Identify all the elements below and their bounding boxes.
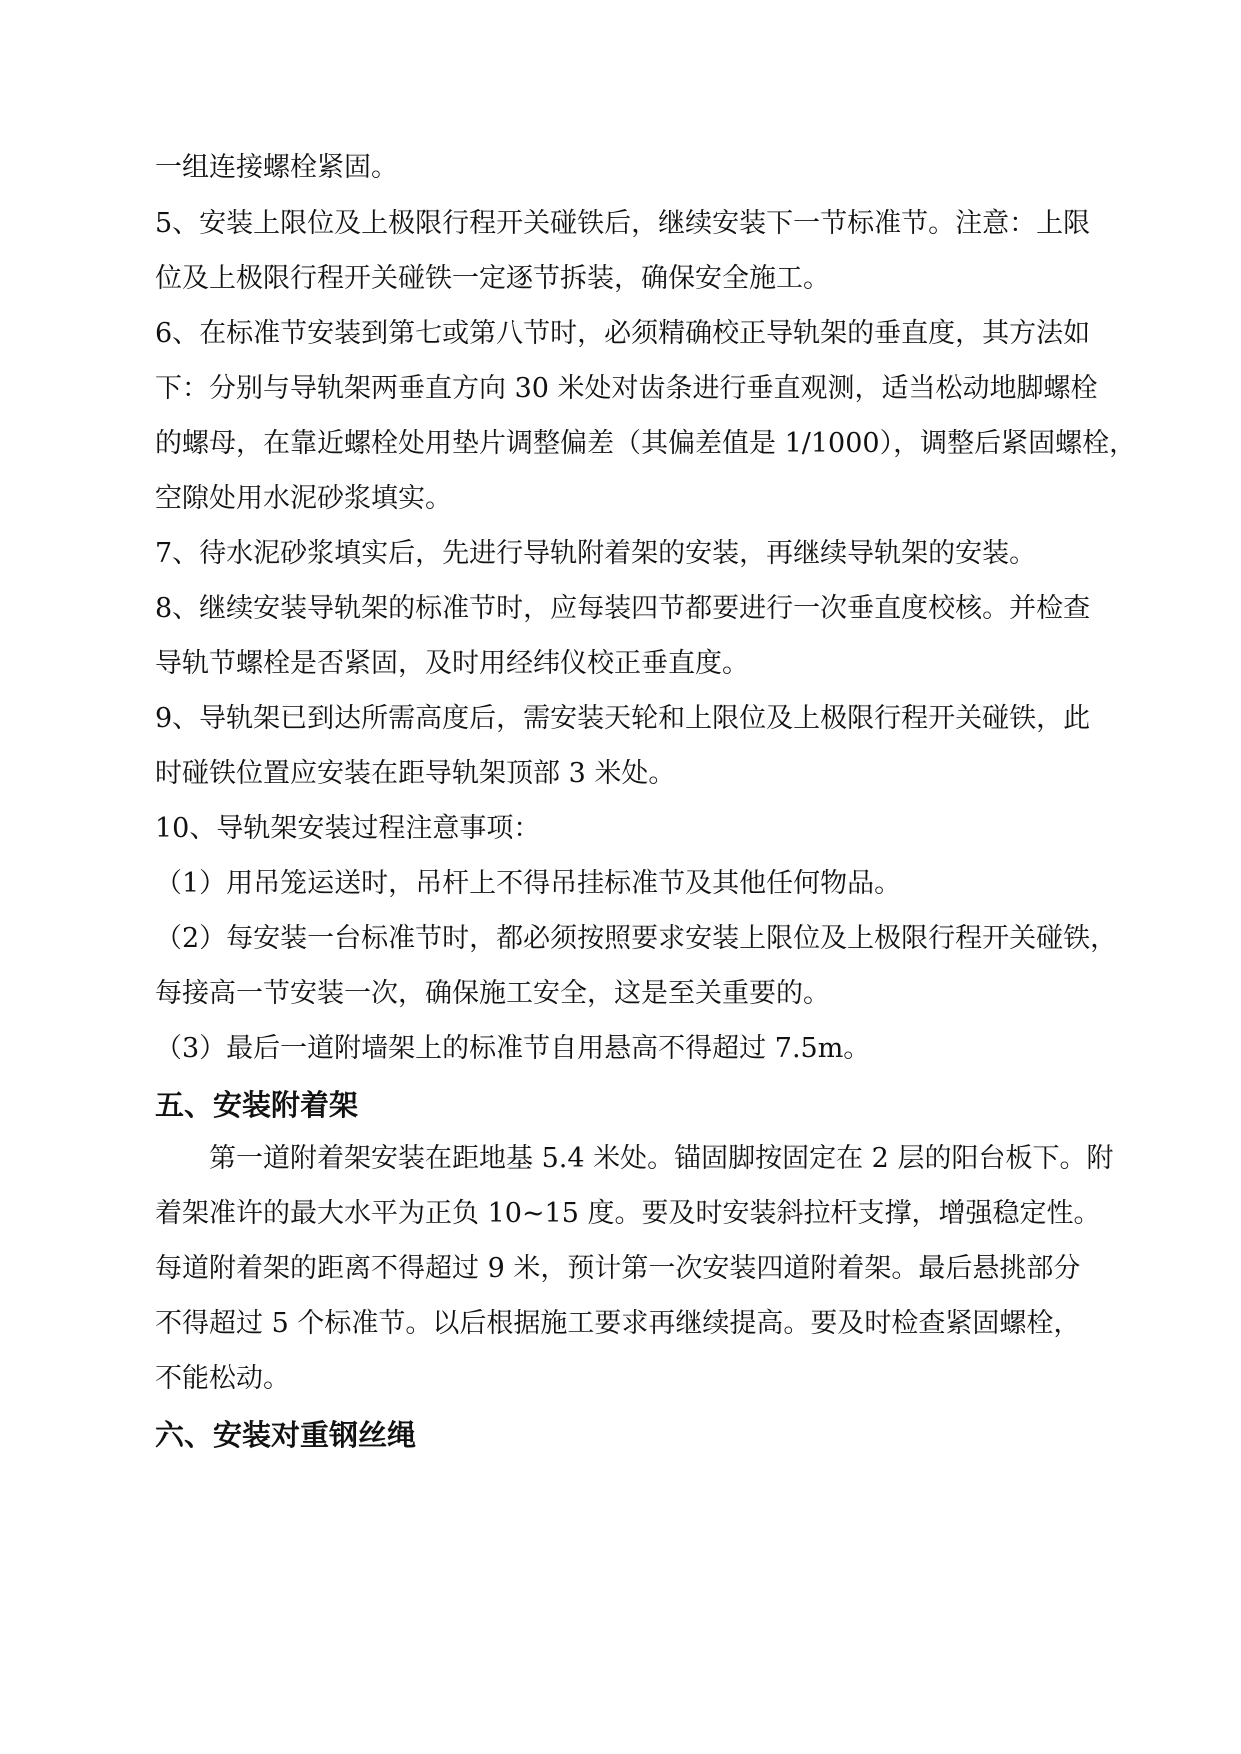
text-line: 每接高一节安装一次，确保施工安全，这是至关重要的。: [155, 978, 830, 1009]
text-line: （1）用吊笼运送时，吊杆上不得吊挂标准节及其他任何物品。: [155, 868, 902, 899]
text-line: 的螺母，在靠近螺栓处用垫片调整偏差（其偏差值是 1/1000），调整后紧固螺栓，: [155, 428, 1137, 459]
text-line: 9、导轨架已到达所需高度后，需安装天轮和上限位及上极限行程开关碰铁，此: [155, 703, 1091, 734]
section-heading: 五、安装附着架: [155, 1088, 359, 1122]
text-line: 6、在标准节安装到第七或第八节时，必须精确校正导轨架的垂直度，其方法如: [155, 318, 1091, 349]
text-line: 不得超过 5 个标准节。以后根据施工要求再继续提高。要及时检查紧固螺栓，: [155, 1308, 1081, 1339]
text-line: 导轨节螺栓是否紧固，及时用经纬仪校正垂直度。: [155, 648, 749, 679]
text-line: 位及上极限行程开关碰铁一定逐节拆装，确保安全施工。: [155, 263, 830, 294]
text-line: 5、安装上限位及上极限行程开关碰铁后，继续安装下一节标准节。注意：上限: [155, 208, 1091, 239]
text-line: 一组连接螺栓紧固。: [155, 152, 398, 183]
text-line: （3）最后一道附墙架上的标准节自用悬高不得超过 7.5m。: [155, 1033, 871, 1064]
section-heading: 六、安装对重钢丝绳: [155, 1418, 417, 1452]
text-line: 下：分别与导轨架两垂直方向 30 米处对齿条进行垂直观测，适当松动地脚螺栓: [155, 373, 1098, 404]
text-line: 时碰铁位置应安装在距导轨架顶部 3 米处。: [155, 758, 676, 789]
text-line: 每道附着架的距离不得超过 9 米，预计第一次安装四道附着架。最后悬挑部分: [155, 1253, 1081, 1284]
text-line: 空隙处用水泥砂浆填实。: [155, 483, 452, 514]
text-line: 8、继续安装导轨架的标准节时，应每装四节都要进行一次垂直度校核。并检查: [155, 593, 1091, 624]
text-line: 不能松动。: [155, 1363, 290, 1394]
text-line: 着架准许的最大水平为正负 10~15 度。要及时安装斜拉杆支撑，增强稳定性。: [155, 1198, 1101, 1229]
text-line: 第一道附着架安装在距地基 5.4 米处。锚固脚按固定在 2 层的阳台板下。附: [155, 1143, 1114, 1174]
text-line: 10、导轨架安装过程注意事项：: [155, 813, 541, 844]
text-line: 7、待水泥砂浆填实后，先进行导轨附着架的安装，再继续导轨架的安装。: [155, 538, 1037, 569]
text-line: （2）每安装一台标准节时，都必须按照要求安装上限位及上极限行程开关碰铁，: [155, 923, 1118, 954]
